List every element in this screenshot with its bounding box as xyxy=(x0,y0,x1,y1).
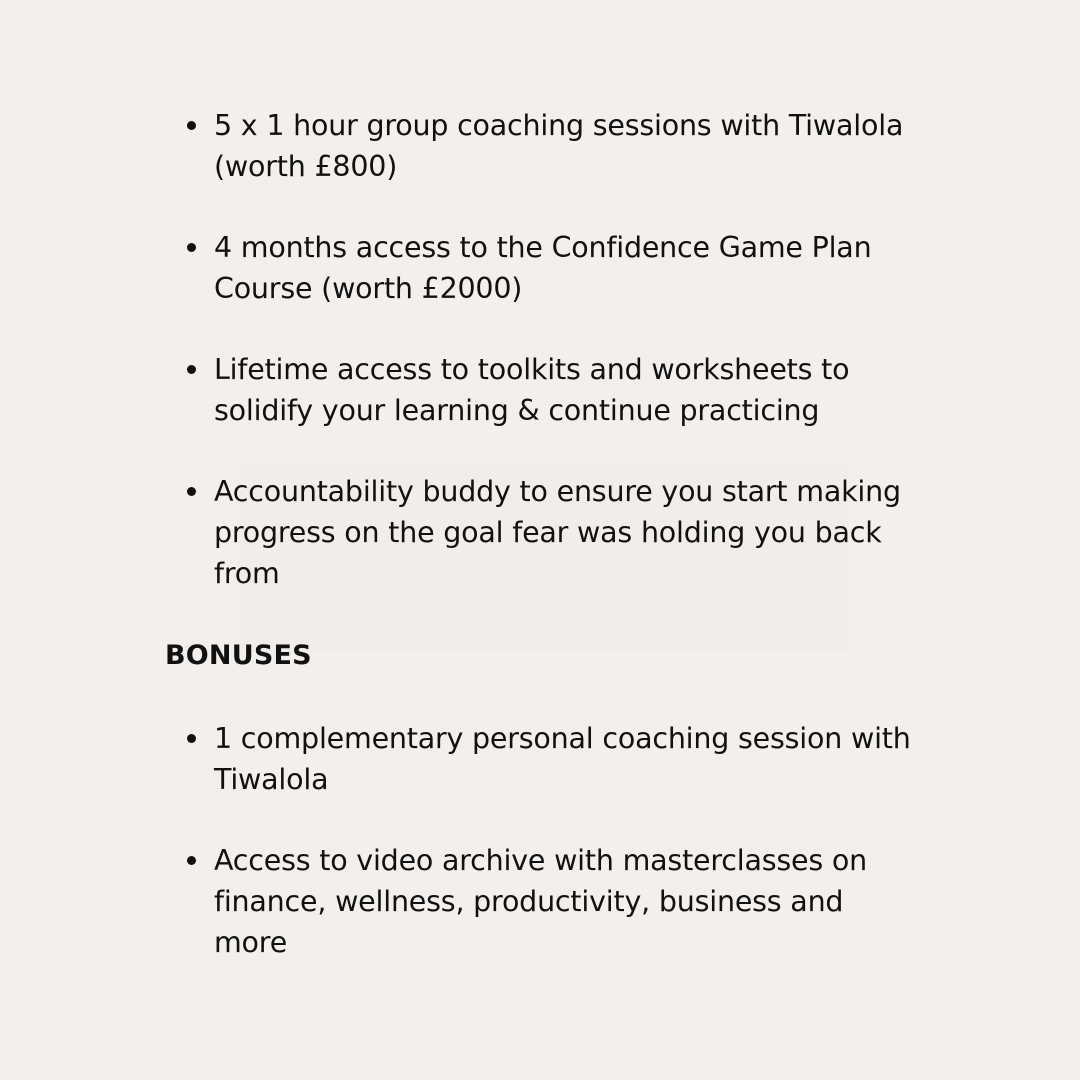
bullet-icon xyxy=(187,856,196,865)
list-item xyxy=(214,349,914,431)
list-item xyxy=(214,227,914,309)
bullet-icon xyxy=(187,734,196,743)
list-item-text: Accountability buddy to ensure you start making progress on the goal fear was holding you back from xyxy=(214,475,901,590)
list-item xyxy=(214,718,914,800)
list-item-text: 4 months access to the Confidence Game Plan Course (worth £2000) xyxy=(214,231,872,305)
bullet-icon xyxy=(187,121,196,130)
bonus-list xyxy=(214,718,914,1003)
list-item-text: 5 x 1 hour group coaching sessions with Tiwalola (worth £800) xyxy=(214,109,904,183)
bullet-icon xyxy=(187,365,196,374)
list-item-text: Lifetime access to toolkits and worksheets to solidify your learning & continue practicing xyxy=(214,353,850,427)
list-item-text: 1 complementary personal coaching session with Tiwalola xyxy=(214,722,911,796)
list-item xyxy=(214,105,914,187)
bonuses-heading: BONUSES xyxy=(165,640,312,671)
list-item xyxy=(214,840,914,963)
bullet-icon xyxy=(187,487,196,496)
bullet-icon xyxy=(187,243,196,252)
list-item-text: Access to video archive with masterclasses on finance, wellness, productivity, business and more xyxy=(214,844,867,959)
main-benefits-list xyxy=(214,105,914,634)
list-item xyxy=(214,471,914,594)
